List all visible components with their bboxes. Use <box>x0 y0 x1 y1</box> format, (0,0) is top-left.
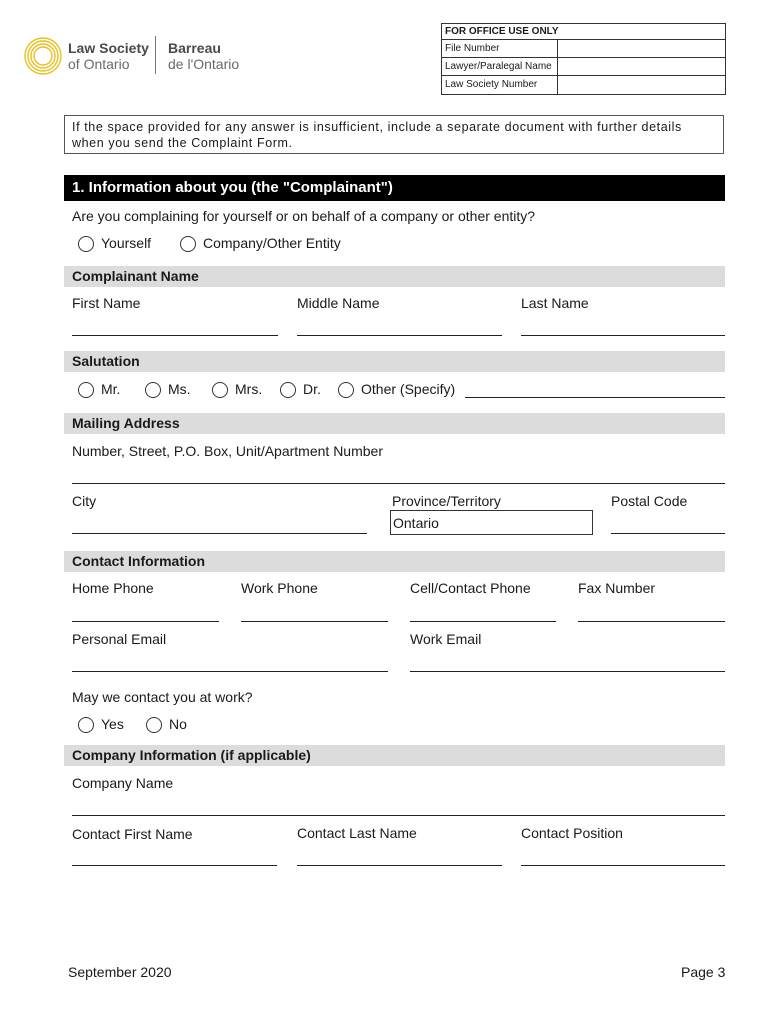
fax-number-field[interactable] <box>578 621 725 622</box>
first-name-label: First Name <box>72 295 141 311</box>
salutation-header: Salutation <box>64 351 725 372</box>
company-name-label: Company Name <box>72 775 174 791</box>
last-name-label: Last Name <box>521 295 589 311</box>
logo-text-fr: Barreau de l'Ontario <box>168 40 240 72</box>
contact-position-label: Contact Position <box>521 825 623 841</box>
section-1-header: 1. Information about you (the "Complainant") <box>64 175 725 201</box>
label-mrs: Mrs. <box>235 381 263 397</box>
contact-last-name-field[interactable] <box>297 865 502 866</box>
cell-phone-field[interactable] <box>410 621 556 622</box>
fax-number-label: Fax Number <box>578 580 656 596</box>
lawyer-name-field[interactable] <box>557 58 725 76</box>
street-label: Number, Street, P.O. Box, Unit/Apartment Number <box>72 443 383 459</box>
city-field[interactable] <box>72 533 367 534</box>
other-specify-field[interactable] <box>465 397 725 398</box>
postal-code-label: Postal Code <box>611 493 688 509</box>
radio-ms[interactable] <box>145 382 161 398</box>
footer-date: September 2020 <box>68 964 172 980</box>
cell-phone-label: Cell/Contact Phone <box>410 580 531 596</box>
first-name-field[interactable] <box>72 335 278 336</box>
office-row-lawyer-name: Lawyer/Paralegal Name <box>442 57 725 76</box>
contact-at-work-question: May we contact you at work? <box>72 689 253 705</box>
middle-name-label: Middle Name <box>297 295 380 311</box>
logo-text-en: Law Society of Ontario <box>68 40 149 72</box>
instruction-note: If the space provided for any answer is insufficient, include a separate document with further details when you send the Complaint Form. <box>64 115 724 154</box>
label-yes: Yes <box>101 716 124 732</box>
mailing-address-header: Mailing Address <box>64 413 725 434</box>
office-row-file-number: File Number <box>442 39 725 58</box>
label-yourself: Yourself <box>101 235 152 251</box>
province-label: Province/Territory <box>392 493 501 509</box>
file-number-field[interactable] <box>557 40 725 58</box>
city-label: City <box>72 493 97 509</box>
personal-email-field[interactable] <box>72 671 388 672</box>
contact-position-field[interactable] <box>521 865 725 866</box>
label-mr: Mr. <box>101 381 121 397</box>
radio-other[interactable] <box>338 382 354 398</box>
company-info-header: Company Information (if applicable) <box>64 745 725 766</box>
home-phone-label: Home Phone <box>72 580 154 596</box>
office-use-title: FOR OFFICE USE ONLY <box>445 26 559 37</box>
label-other: Other (Specify) <box>361 381 456 397</box>
office-use-box <box>441 23 726 95</box>
complainant-name-header: Complainant Name <box>64 266 725 287</box>
complaint-for-question: Are you complaining for yourself or on behalf of a company or other entity? <box>72 208 536 224</box>
radio-yourself[interactable] <box>78 236 94 252</box>
label-company-entity: Company/Other Entity <box>203 235 341 251</box>
society-number-field[interactable] <box>557 76 725 95</box>
radio-mrs[interactable] <box>212 382 228 398</box>
work-email-field[interactable] <box>410 671 725 672</box>
work-phone-field[interactable] <box>241 621 388 622</box>
home-phone-field[interactable] <box>72 621 219 622</box>
footer-page-number: Page 3 <box>681 964 726 980</box>
work-phone-label: Work Phone <box>241 580 318 596</box>
radio-no[interactable] <box>146 717 162 733</box>
radio-company-entity[interactable] <box>180 236 196 252</box>
middle-name-field[interactable] <box>297 335 502 336</box>
label-no: No <box>169 716 187 732</box>
label-dr: Dr. <box>303 381 321 397</box>
contact-first-name-field[interactable] <box>72 865 277 866</box>
law-society-logo-icon <box>23 36 63 76</box>
street-field[interactable] <box>72 483 725 484</box>
office-row-society-number: Law Society Number <box>442 75 725 95</box>
contact-first-name-label: Contact First Name <box>72 826 193 842</box>
radio-dr[interactable] <box>280 382 296 398</box>
last-name-field[interactable] <box>521 335 725 336</box>
radio-yes[interactable] <box>78 717 94 733</box>
work-email-label: Work Email <box>410 631 482 647</box>
label-ms: Ms. <box>168 381 191 397</box>
postal-code-field[interactable] <box>611 533 725 534</box>
contact-last-name-label: Contact Last Name <box>297 825 417 841</box>
logo-divider <box>155 36 156 74</box>
contact-info-header: Contact Information <box>64 551 725 572</box>
company-name-field[interactable] <box>72 815 725 816</box>
personal-email-label: Personal Email <box>72 631 167 647</box>
province-field[interactable]: Ontario <box>390 510 593 535</box>
radio-mr[interactable] <box>78 382 94 398</box>
